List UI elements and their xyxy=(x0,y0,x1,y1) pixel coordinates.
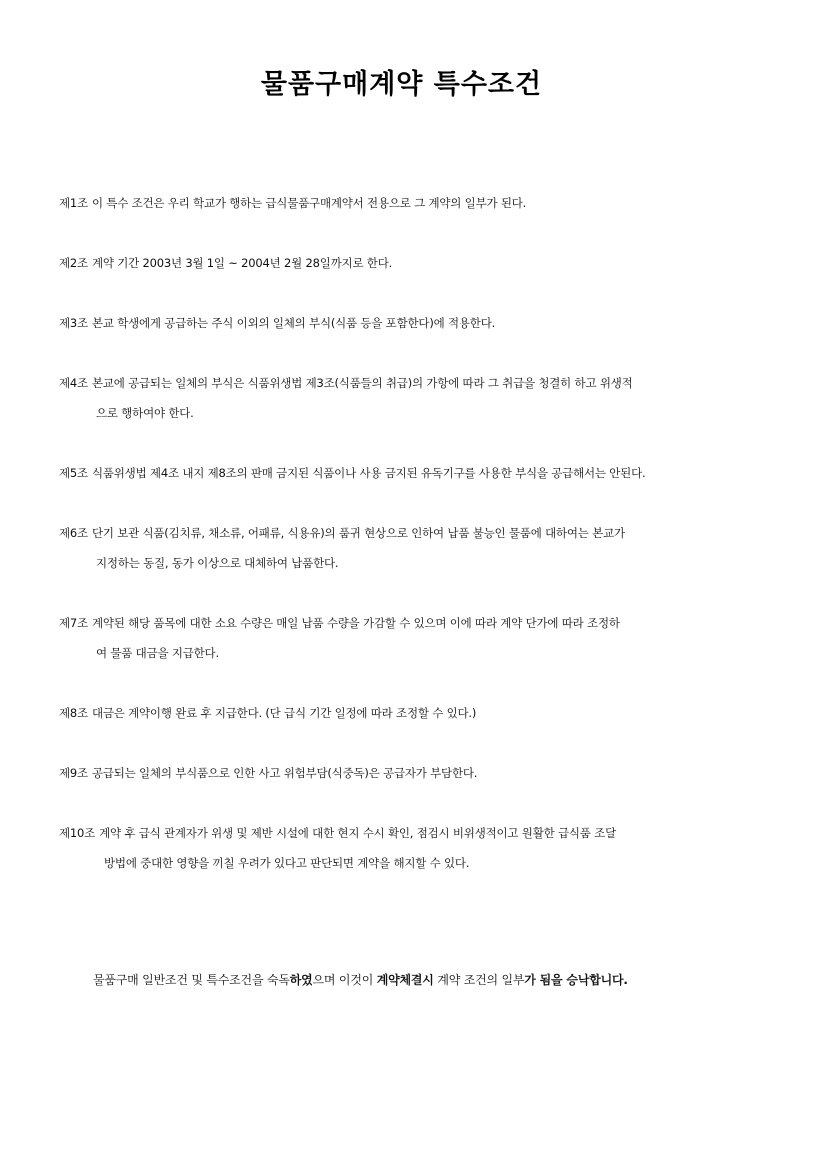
article-number: 제8조 xyxy=(59,706,88,720)
acceptance-text-5: 계약 조건의 일부 xyxy=(433,973,525,987)
article-text-continued: 으로 행하여야 한다. xyxy=(96,406,194,420)
article-number: 제1조 xyxy=(59,196,88,210)
article-4 xyxy=(59,368,749,428)
article-5 xyxy=(59,458,749,488)
article-text: 대금은 계약이행 완료 후 지급한다. (단 급식 기간 일정에 따라 조정할 수 있다.) xyxy=(91,706,477,720)
article-text-continued: 방법에 중대한 영향을 끼칠 우려가 있다고 판단되면 계약을 해지할 수 있다. xyxy=(104,856,470,870)
article-number: 제6조 xyxy=(59,526,88,540)
article-10 xyxy=(59,818,749,878)
article-text: 이 특수 조건은 우리 학교가 행하는 급식물품구매계약서 전용으로 그 계약의 일부가 된다. xyxy=(91,196,527,210)
document-title: 물품구매계약 특수조건 xyxy=(260,69,543,100)
acceptance-text-2: 하였 xyxy=(289,973,313,987)
article-8 xyxy=(59,698,749,728)
article-7 xyxy=(59,608,749,668)
article-text: 식품위생법 제4조 내지 제8조의 판매 금지된 식품이나 사용 금지된 유독기구를 사용한 부식을 공급해서는 안된다. xyxy=(91,466,646,480)
article-text: 본교 학생에게 공급하는 주식 이외의 일체의 부식(식품 등을 포함한다)에 적용한다. xyxy=(91,316,496,330)
article-number: 제9조 xyxy=(59,766,88,780)
article-number: 제4조 xyxy=(59,376,88,390)
article-list xyxy=(59,188,749,908)
article-text: 공급되는 일체의 부식품으로 인한 사고 위험부담(식중독)은 공급자가 부담한다. xyxy=(91,766,478,780)
article-number: 제3조 xyxy=(59,316,88,330)
article-2 xyxy=(59,248,749,278)
article-text: 단기 보관 식품(김치류, 채소류, 어패류, 식용유)의 품귀 현상으로 인하여 납품 불능인 물품에 대하여는 본교가 xyxy=(91,526,625,540)
article-9 xyxy=(59,758,749,788)
article-number: 제2조 xyxy=(59,256,88,270)
acceptance-text-4: 계약체결시 xyxy=(376,973,434,987)
article-text: 계약 기간 2003년 3월 1일 ~ 2004년 2월 28일까지로 한다. xyxy=(91,256,393,270)
article-number: 제7조 xyxy=(59,616,88,630)
article-number: 제5조 xyxy=(59,466,88,480)
article-3 xyxy=(59,308,749,338)
acceptance-statement xyxy=(93,968,773,992)
article-6 xyxy=(59,518,749,578)
article-text: 본교에 공급되는 일체의 부식은 식품위생법 제3조(식품들의 취급)의 가항에 따라 그 취급을 청결히 하고 위생적 xyxy=(91,376,633,390)
article-text: 계약된 해당 품목에 대한 소요 수량은 매일 납품 수량을 가감할 수 있으며 이에 따라 계약 단가에 따라 조정하 xyxy=(91,616,620,630)
article-text-continued: 지정하는 동질, 동가 이상으로 대체하여 납품한다. xyxy=(96,556,339,570)
article-text: 계약 후 급식 관계자가 위생 및 제반 시설에 대한 현지 수시 확인, 점검시 비위생적이고 원활한 급식품 조달 xyxy=(99,826,616,840)
article-1 xyxy=(59,188,749,218)
article-number: 제10조 xyxy=(59,826,96,840)
acceptance-text-6: 가 됨을 승낙합니다. xyxy=(524,973,628,987)
acceptance-text-3: 으며 이것이 xyxy=(312,973,377,987)
article-text-continued: 여 물품 대금을 지급한다. xyxy=(96,646,219,660)
acceptance-text-1: 물품구매 일반조건 및 특수조건을 숙독 xyxy=(93,973,290,987)
